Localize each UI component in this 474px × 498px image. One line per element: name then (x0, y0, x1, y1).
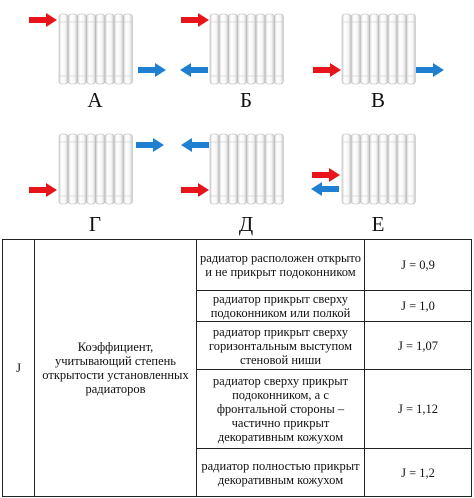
supply-arrow-icon (181, 13, 209, 27)
return-arrow-icon (180, 63, 208, 77)
variant-label: Г (88, 212, 102, 236)
symbol-cell: J (3, 240, 35, 497)
radiator-icon (341, 13, 417, 85)
value-cell: J = 1,0 (365, 291, 472, 322)
value-cell: J = 1,07 (365, 322, 472, 370)
variant-label: А (87, 88, 103, 112)
variant-label: Е (371, 212, 385, 236)
return-arrow-icon (138, 63, 166, 77)
coefficient-table (2, 239, 472, 497)
variant-label: Б (239, 88, 253, 112)
return-arrow-icon (311, 182, 339, 196)
radiator-icon (209, 133, 285, 205)
supply-arrow-icon (29, 13, 57, 27)
table-row (3, 240, 472, 291)
supply-arrow-icon (313, 63, 341, 77)
condition-cell: радиатор сверху прикрыт подоконником, а с фронтальной стороны – частично прикрыт декоративным кожухом (197, 370, 365, 449)
return-arrow-icon (416, 63, 444, 77)
condition-cell: радиатор полностью прикрыт декоративным кожухом (197, 449, 365, 497)
variant-label: Д (238, 212, 254, 236)
value-cell: J = 0,9 (365, 240, 472, 291)
radiator-icon (58, 133, 134, 205)
condition-cell: радиатор расположен открыто и не прикрыт подоконником (197, 240, 365, 291)
radiator-icon (58, 13, 134, 85)
parameter-cell: Коэффициент, учитывающий степень открытости установленных радиаторов (35, 240, 197, 497)
return-arrow-icon (181, 138, 209, 152)
condition-cell: радиатор прикрыт сверху подоконником или полкой (197, 291, 365, 322)
value-cell: J = 1,12 (365, 370, 472, 449)
return-arrow-icon (136, 138, 164, 152)
variant-label: В (370, 88, 385, 112)
value-cell: J = 1,2 (365, 449, 472, 497)
condition-cell: радиатор прикрыт сверху горизонтальным выступом стеновой ниши (197, 322, 365, 370)
supply-arrow-icon (29, 183, 57, 197)
radiator-icon (341, 133, 417, 205)
radiator-icon (209, 13, 285, 85)
supply-arrow-icon (312, 168, 340, 182)
supply-arrow-icon (181, 183, 209, 197)
